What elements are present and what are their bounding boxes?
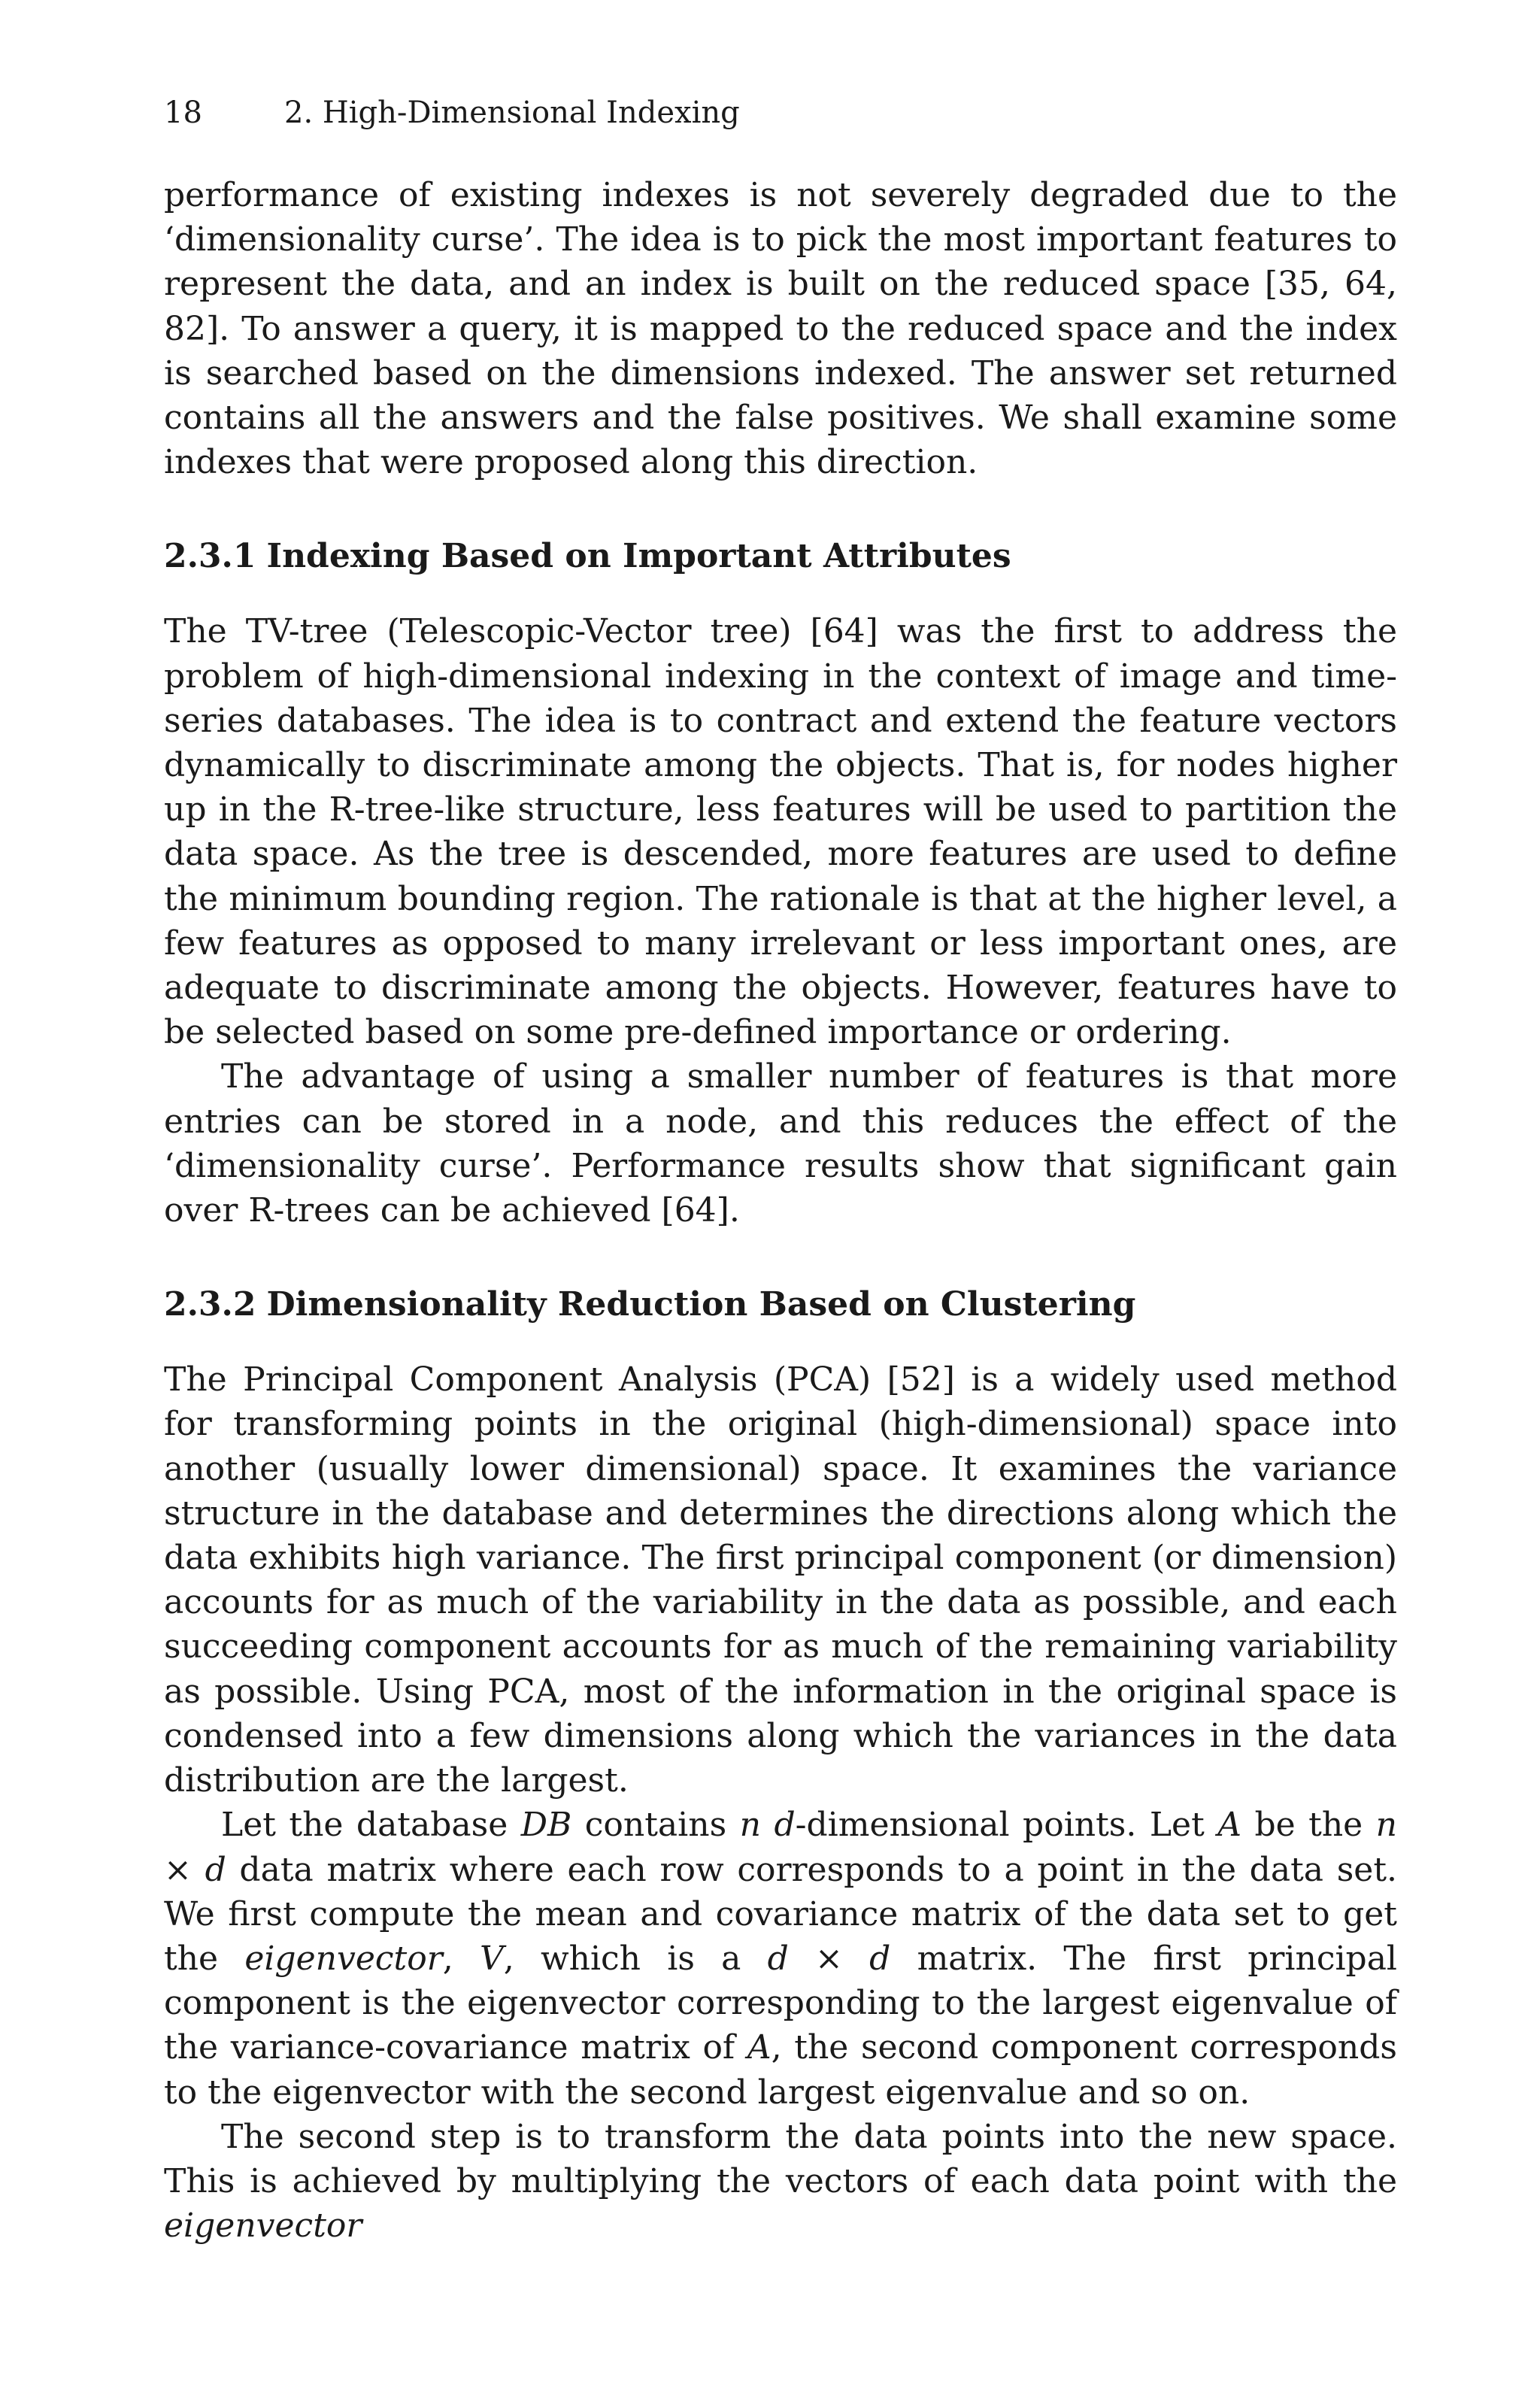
section-heading-2-3-2 [164, 1282, 1397, 1327]
term-eigenvector: eigenvector [244, 1939, 443, 1978]
paragraph-transform: The second step is to transform the data points into the new space. This is achieved by multiplying the vectors of each data point with the eigenvector [164, 2117, 1397, 2246]
chapter-title: 2. High-Dimensional Indexing [284, 96, 740, 130]
section-number: 2.3.2 [164, 1285, 256, 1324]
math-d-times-d: d × d [767, 1939, 891, 1978]
math-n: n [739, 1806, 761, 1845]
paragraph-pca: The Principal Component Analysis (PCA) [52] is a widely used method for transforming points in the original (high-dimensional) space into another (usually lower dimensional) space. It examines the variance structure in the database and determines the directions along which the data exhibits high variance. The first principal component (or dimension) accounts for as much of the variability in the data as possible, and each succeeding component accounts for as much of the remaining variability as possible. Using PCA, most of the information in the original space is condensed into a few dimensions along which the variances in the data distribution are the largest. [164, 1360, 1397, 1800]
page-number: 18 [164, 96, 202, 130]
section-number: 2.3.1 [164, 537, 256, 576]
term-eigenvector: eigenvector [164, 2206, 362, 2246]
section-heading-2-3-1 [164, 534, 1397, 579]
book-page [164, 90, 1397, 2248]
intro-paragraph: performance of existing indexes is not severely degraded due to the ‘dimensionality curse’. The idea is to pick the most important features to represent the data, and an index is built on the reduced space [35, 64, 82]. To answer a query, it is mapped to the reduced space and the index is searched based on the dimensions indexed. The answer set returned contains all the answers and the false positives. We shall examine some indexes that were proposed along this direction. [164, 176, 1397, 482]
math-v: V [479, 1939, 504, 1978]
paragraph-tv-tree: The TV-tree (Telescopic-Vector tree) [64] was the first to address the problem of high-dimensional indexing in the context of image and time-series databases. The idea is to contract and extend the feature vectors dynamically to discriminate among the objects. That is, for nodes higher up in the R-tree-like structure, less features will be used to partition the data space. As the tree is descended, more features are used to define the minimum bounding region. The rationale is that at the higher level, a few features as opposed to many irrelevant or less important ones, are adequate to discriminate among the objects. However, features have to be selected based on some pre-defined importance or ordering. [164, 612, 1397, 1052]
paragraph-database-matrix: Let the database DB contains n d-dimensional points. Let A be the n × d data matrix where each row corresponds to a point in the data set. We first compute the mean and covariance matrix of the data set to get the eigenvector, V, which is a d × d matrix. The first principal component is the eigenvector corresponding to the largest eigenvalue of the variance-covariance matrix of A, the second component corresponds to the eigenvector with the second largest eigenvalue and so on. [164, 1806, 1398, 2112]
running-head [164, 90, 1397, 135]
paragraph-advantage: The advantage of using a smaller number of features is that more entries can be stored in a node, and this reduces the effect of the ‘dimensionality curse’. Performance results show that significant gain over R-trees can be achieved [64]. [164, 1057, 1397, 1230]
math-a: A [747, 2028, 772, 2067]
math-a: A [1217, 1806, 1242, 1845]
math-db: DB [520, 1806, 572, 1845]
section-title: Indexing Based on Important Attributes [266, 537, 1011, 576]
math-n-times-d: n × d [164, 1806, 1397, 1889]
section-title: Dimensionality Reduction Based on Clustering [266, 1285, 1136, 1324]
math-d: d [774, 1806, 796, 1845]
